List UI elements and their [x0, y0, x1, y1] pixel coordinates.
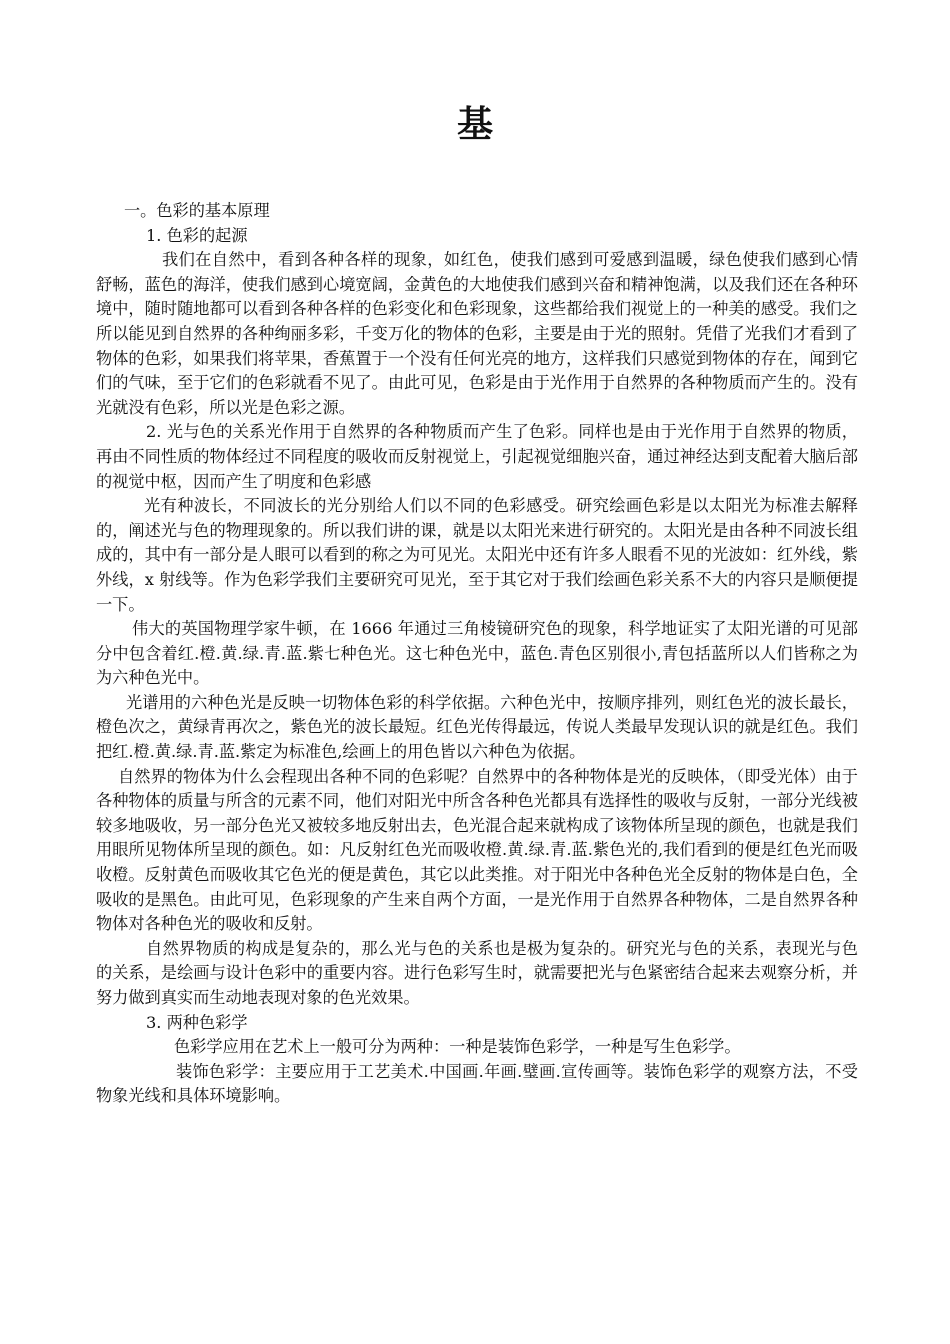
- section-heading: 一。色彩的基本原理: [124, 201, 270, 220]
- paragraph-wavelength: 光有种波长，不同波长的光分别给人们以不同的色彩感受。研究绘画色彩是以太阳光为标准去解释的，阐述光与色的物理现象的。所以我们讲的课，就是以太阳光来进行研究的。太阳光是由各种不同波长组成的，其中有一部分是人眼可以看到的称之为可见光。太阳光中还有许多人眼看不见的光波如：红外线，紫外线，x 射线等。作为色彩学我们主要研究可见光，至于其它对于我们绘画色彩关系不大的内容只是顺便提一下。: [96, 496, 858, 614]
- subheading-color-origin: 1. 色彩的起源: [146, 225, 248, 245]
- paragraph-spectrum: 光谱用的六种色光是反映一切物体色彩的科学依据。六种色光中，按顺序排列，则红色光的波长最长，橙色次之，黄绿青再次之，紫色光的波长最短。红色光传得最远，传说人类最早发现认识的就是红色。我们把红.橙.黄.绿.青.蓝.紫定为标准色,绘画上的用色皆以六种色为依据。: [96, 692, 858, 762]
- paragraph-object-colors: 自然界的物体为什么会程现出各种不同的色彩呢？自然界中的各种物体是光的反映体，（即受光体）由于各种物体的质量与所含的元素不同，他们对阳光中所含各种色光都具有选择性的吸收与反射，一部分光线被较多地吸收，另一部分色光又被较多地反射出去，色光混合起来就构成了该物体所呈现的颜色，也就是我们用眼所见物体所呈现的颜色。如：凡反射红色光而吸收橙.黄.绿.青.蓝.紫色光的,我们看到的便是红色光而吸收橙。反射黄色而吸收其它色光的便是黄色，其它以此类推。对于阳光中各种色光全反射的物体是白色，全吸收的是黑色。由此可见，色彩现象的产生来自两个方面，一是光作用于自然界各种物体，二是自然界各种物体对各种色光的吸收和反射。: [96, 766, 858, 934]
- paragraph-complexity: 自然界物质的构成是复杂的，那么光与色的关系也是极为复杂的。研究光与色的关系，表现光与色的关系，是绘画与设计色彩中的重要内容。进行色彩写生时，就需要把光与色紧密结合起来去观察分析，并努力做到真实而生动地表现对象的色光效果。: [96, 938, 858, 1007]
- subheading-two-color-studies: 3. 两种色彩学: [146, 1012, 248, 1032]
- paragraph-color-origin: 我们在自然中，看到各种各样的现象，如红色，使我们感到可爱感到温暖，绿色使我们感到心情舒畅，蓝色的海洋，使我们感到心境宽阔，金黄色的大地使我们感到兴奋和精神饱满，以及我们还在各种环境中，随时随地都可以看到各种各样的色彩变化和色彩现象，这些都给我们视觉上的一种美的感受。我们之所以能见到自然界的各种绚丽多彩，千变万化的物体的色彩，主要是由于光的照射。凭借了光我们才看到了物体的色彩，如果我们将苹果，香蕉置于一个没有任何光亮的地方，这样我们只感觉到物体的存在，闻到它们的气味，至于它们的色彩就看不见了。由此可见，色彩是由于光作用于自然界的各种物质而产生的。没有光就没有色彩，所以光是色彩之源。: [96, 250, 858, 417]
- document-title: 基: [456, 104, 493, 145]
- paragraph-newton: 伟大的英国物理学家牛顿，在 1666 年通过三角棱镜研究色的现象，科学地证实了太阳光谱的可见部分中包含着红.橙.黄.绿.青.蓝.紫七种色光。这七种色光中，蓝色.青色区别很小,青包括蓝所以人们皆称之为为六种色光中。: [96, 619, 858, 688]
- paragraph-light-color-relation: 2. 光与色的关系光作用于自然界的各种物质而产生了色彩。同样也是由于光作用于自然界的物质，再由不同性质的物体经过不同程度的吸收而反射视觉上，引起视觉细胞兴奋，通过神经达到支配着大脑后部的视觉中枢，因而产生了明度和色彩感: [96, 422, 858, 491]
- paragraph-decorative-color: 装饰色彩学：主要应用于工艺美术.中国画.年画.璧画.宣传画等。装饰色彩学的观察方法，不受物象光线和具体环境影响。: [96, 1061, 858, 1106]
- paragraph-two-types: 色彩学应用在艺术上一般可分为两种：一种是装饰色彩学，一种是写生色彩学。: [174, 1037, 741, 1057]
- document-body: [96, 199, 858, 1109]
